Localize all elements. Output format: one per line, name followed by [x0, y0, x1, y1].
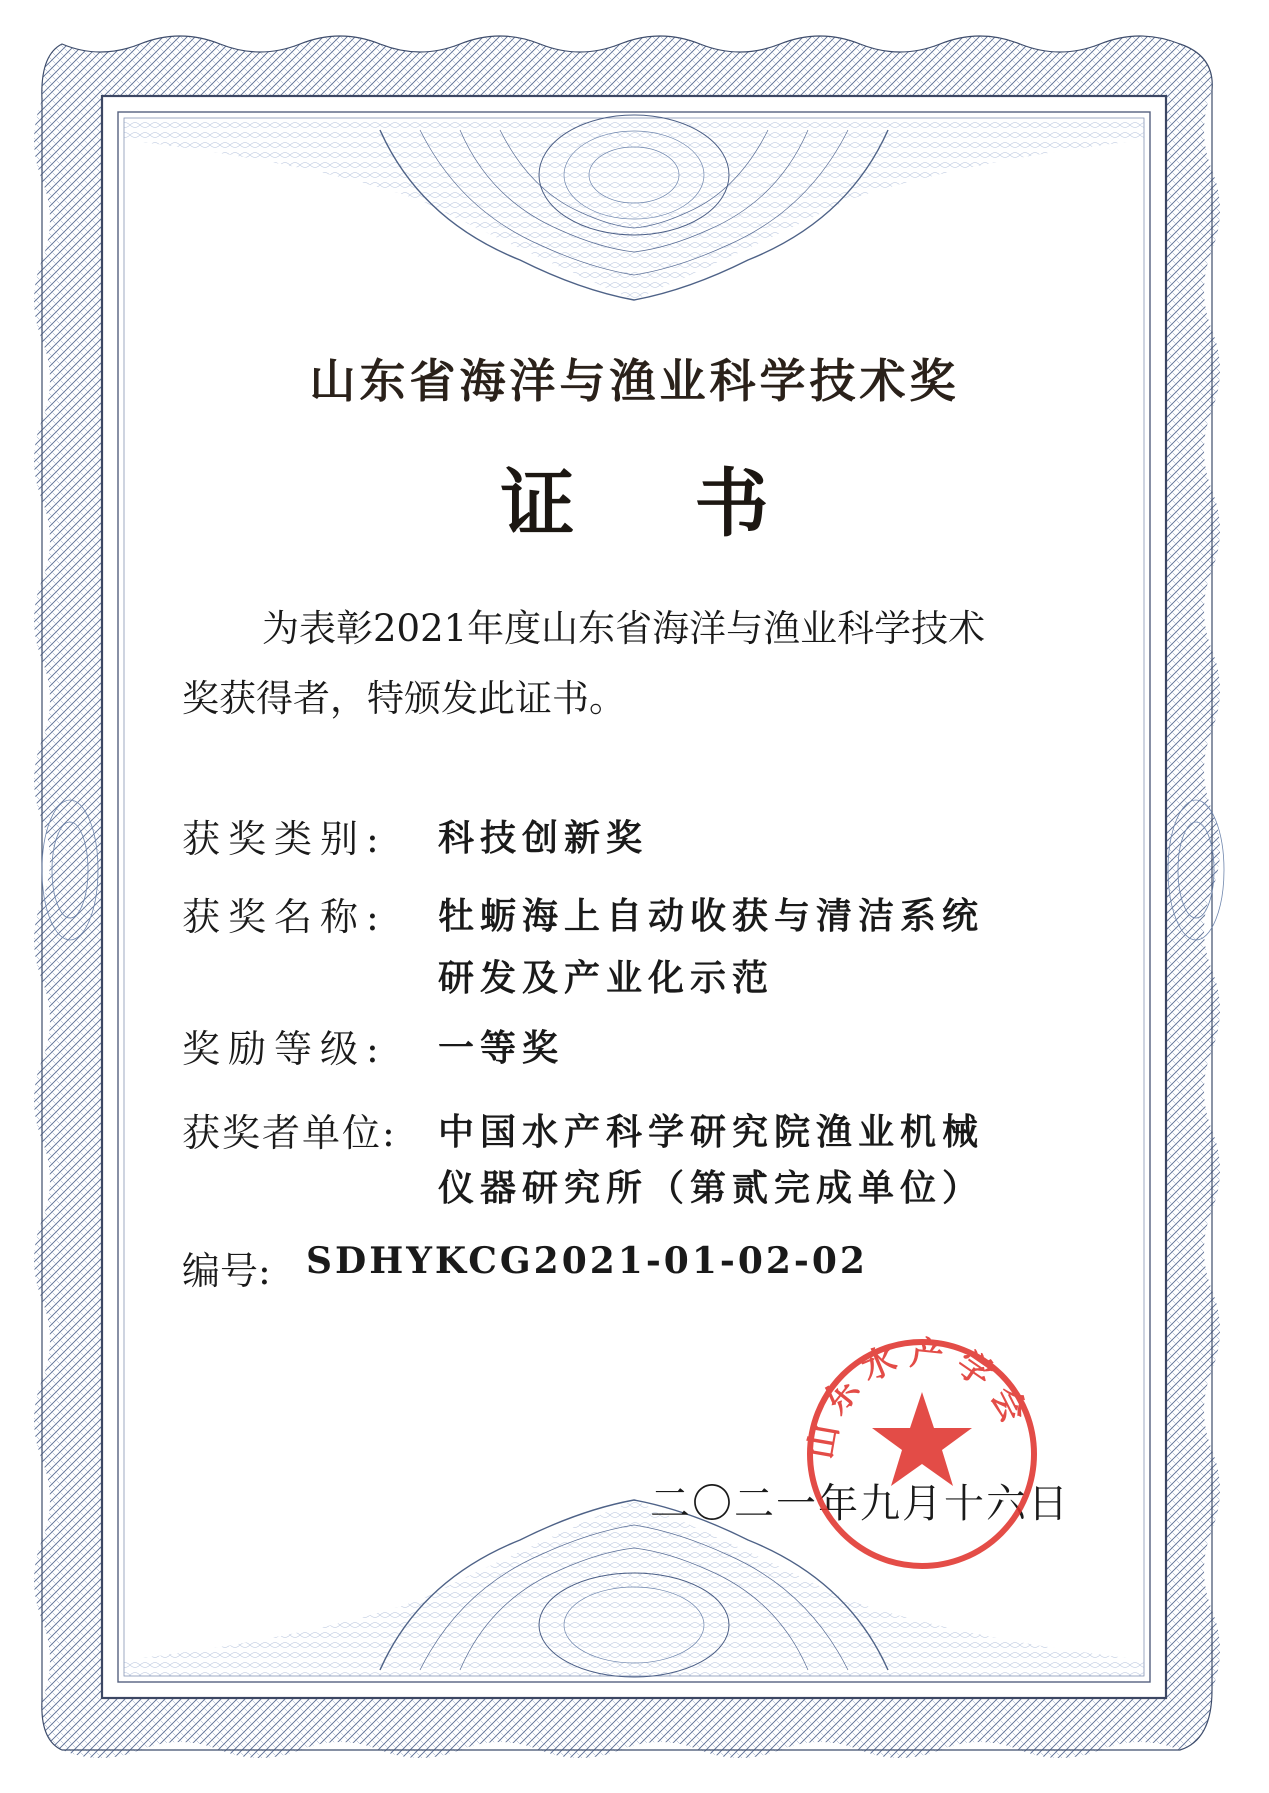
- svg-text:山东水产学会: 山东水产学会: [800, 1333, 1039, 1462]
- citation-line-1: 为表彰2021年度山东省海洋与渔业科学技术: [262, 607, 986, 650]
- awardee-unit-label: 获奖者单位:: [182, 1111, 397, 1155]
- award-title: 山东省海洋与渔业科学技术奖: [309, 354, 960, 408]
- award-category-label: 获奖类别:: [182, 817, 387, 861]
- award-category-value: 科技创新奖: [438, 817, 649, 859]
- award-name-label: 获奖名称:: [182, 895, 387, 939]
- awardee-unit-value-line-2: 仪器研究所（第贰完成单位）: [438, 1167, 985, 1209]
- serial-number-label: 编号:: [182, 1249, 271, 1293]
- citation-line-2: 奖获得者，特颁发此证书。: [182, 677, 626, 720]
- certificate-heading: 证书: [500, 461, 889, 547]
- award-grade-label: 奖励等级:: [182, 1027, 387, 1071]
- official-seal: [798, 1330, 1046, 1578]
- issue-date: 二〇二一年九月十六日: [650, 1481, 1070, 1527]
- award-name-value-line-1: 牡蛎海上自动收获与清洁系统: [438, 895, 985, 937]
- award-name-value-line-2: 研发及产业化示范: [438, 957, 775, 999]
- awardee-unit-value-line-1: 中国水产科学研究院渔业机械: [438, 1111, 985, 1153]
- serial-number: SDHYKCG2021-01-02-02: [306, 1240, 868, 1282]
- award-grade-value: 一等奖: [438, 1027, 565, 1069]
